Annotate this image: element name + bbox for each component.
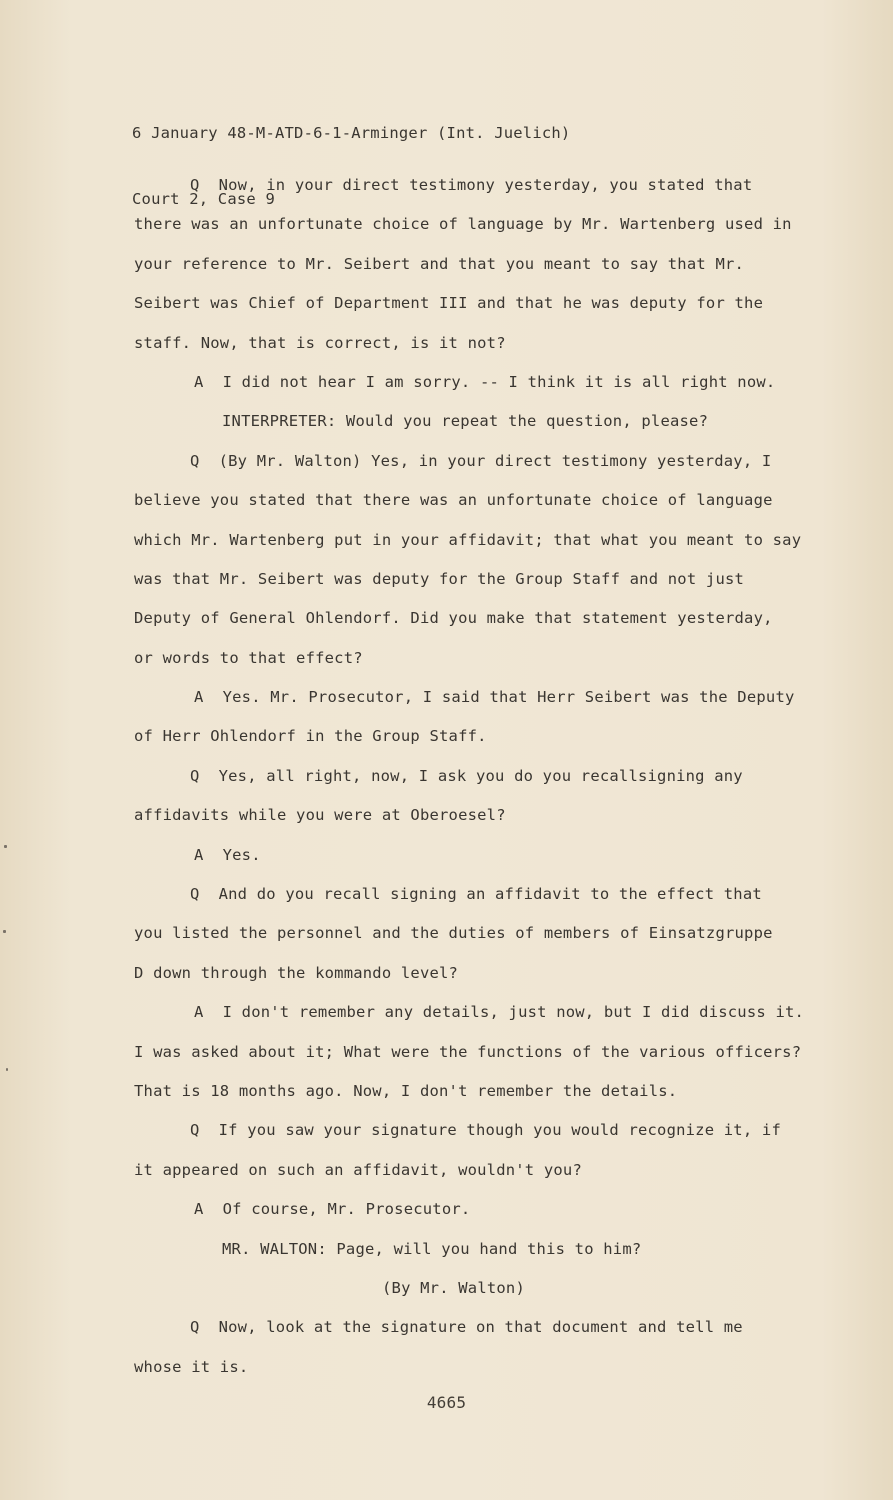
header-court-line: Court 2, Case 9 [132, 190, 275, 208]
transcript-line: or words to that effect? [134, 648, 363, 667]
transcript-line: your reference to Mr. Seibert and that you meant to say that Mr. [134, 254, 745, 273]
transcript-line: A I don't remember any details, just now, but I did discuss it. [194, 1003, 805, 1022]
transcript-line: A Yes. Mr. Prosecutor, I said that Herr Seibert was the Deputy [194, 688, 795, 707]
transcript-line: I was asked about it; What were the functions of the various officers? [134, 1042, 802, 1061]
transcript-line: Q Yes, all right, now, I ask you do you recallsigning any [190, 766, 743, 785]
transcript-line: Q And do you recall signing an affidavit to the effect that [190, 885, 762, 904]
transcript-line: it appeared on such an affidavit, wouldn't you? [134, 1160, 582, 1179]
margin-mark [3, 930, 6, 933]
transcript-line: Q If you saw your signature though you would recognize it, if [190, 1121, 781, 1140]
margin-mark [6, 1068, 8, 1071]
transcript-line: Seibert was Chief of Department III and that he was deputy for the [134, 294, 764, 313]
header-date-line: 6 January 48-M-ATD-6-1-Arminger (Int. Juelich) [132, 124, 571, 142]
page-number: 4665 [426, 1393, 467, 1412]
transcript-line: believe you stated that there was an unfortunate choice of language [134, 491, 773, 510]
transcript-line: Q Now, in your direct testimony yesterday, you stated that [190, 176, 753, 194]
transcript-line: you listed the personnel and the duties of members of Einsatzgruppe [134, 924, 773, 943]
transcript-line: MR. WALTON: Page, will you hand this to him? [222, 1239, 642, 1258]
transcript-line: which Mr. Wartenberg put in your affidavit; that what you meant to say [134, 530, 802, 549]
transcript-line: was that Mr. Seibert was deputy for the Group Staff and not just [134, 569, 745, 588]
transcript-line: staff. Now, that is correct, is it not? [134, 333, 506, 352]
transcript-line: of Herr Ohlendorf in the Group Staff. [134, 727, 487, 746]
transcript-body [134, 170, 824, 1391]
margin-mark [4, 845, 7, 848]
transcript-line: A Yes. [194, 845, 261, 864]
transcript-line: Q Now, look at the signature on that document and tell me [190, 1318, 743, 1337]
transcript-line: That is 18 months ago. Now, I don't remember the details. [134, 1081, 678, 1100]
transcript-line: A I did not hear I am sorry. -- I think it is all right now. [194, 372, 776, 391]
transcript-line: affidavits while you were at Oberoesel? [134, 806, 506, 825]
transcript-line: Q (By Mr. Walton) Yes, in your direct testimony yesterday, I [190, 451, 772, 470]
transcript-line: A Of course, Mr. Prosecutor. [194, 1200, 471, 1219]
transcript-line: there was an unfortunate choice of language by Mr. Wartenberg used in [134, 215, 792, 234]
transcript-line: Deputy of General Ohlendorf. Did you make that statement yesterday, [134, 609, 773, 628]
transcript-line: (By Mr. Walton) [382, 1278, 525, 1297]
transcript-line: INTERPRETER: Would you repeat the question, please? [222, 412, 709, 431]
transcript-line: whose it is. [134, 1357, 249, 1376]
transcript-line: D down through the kommando level? [134, 963, 459, 982]
